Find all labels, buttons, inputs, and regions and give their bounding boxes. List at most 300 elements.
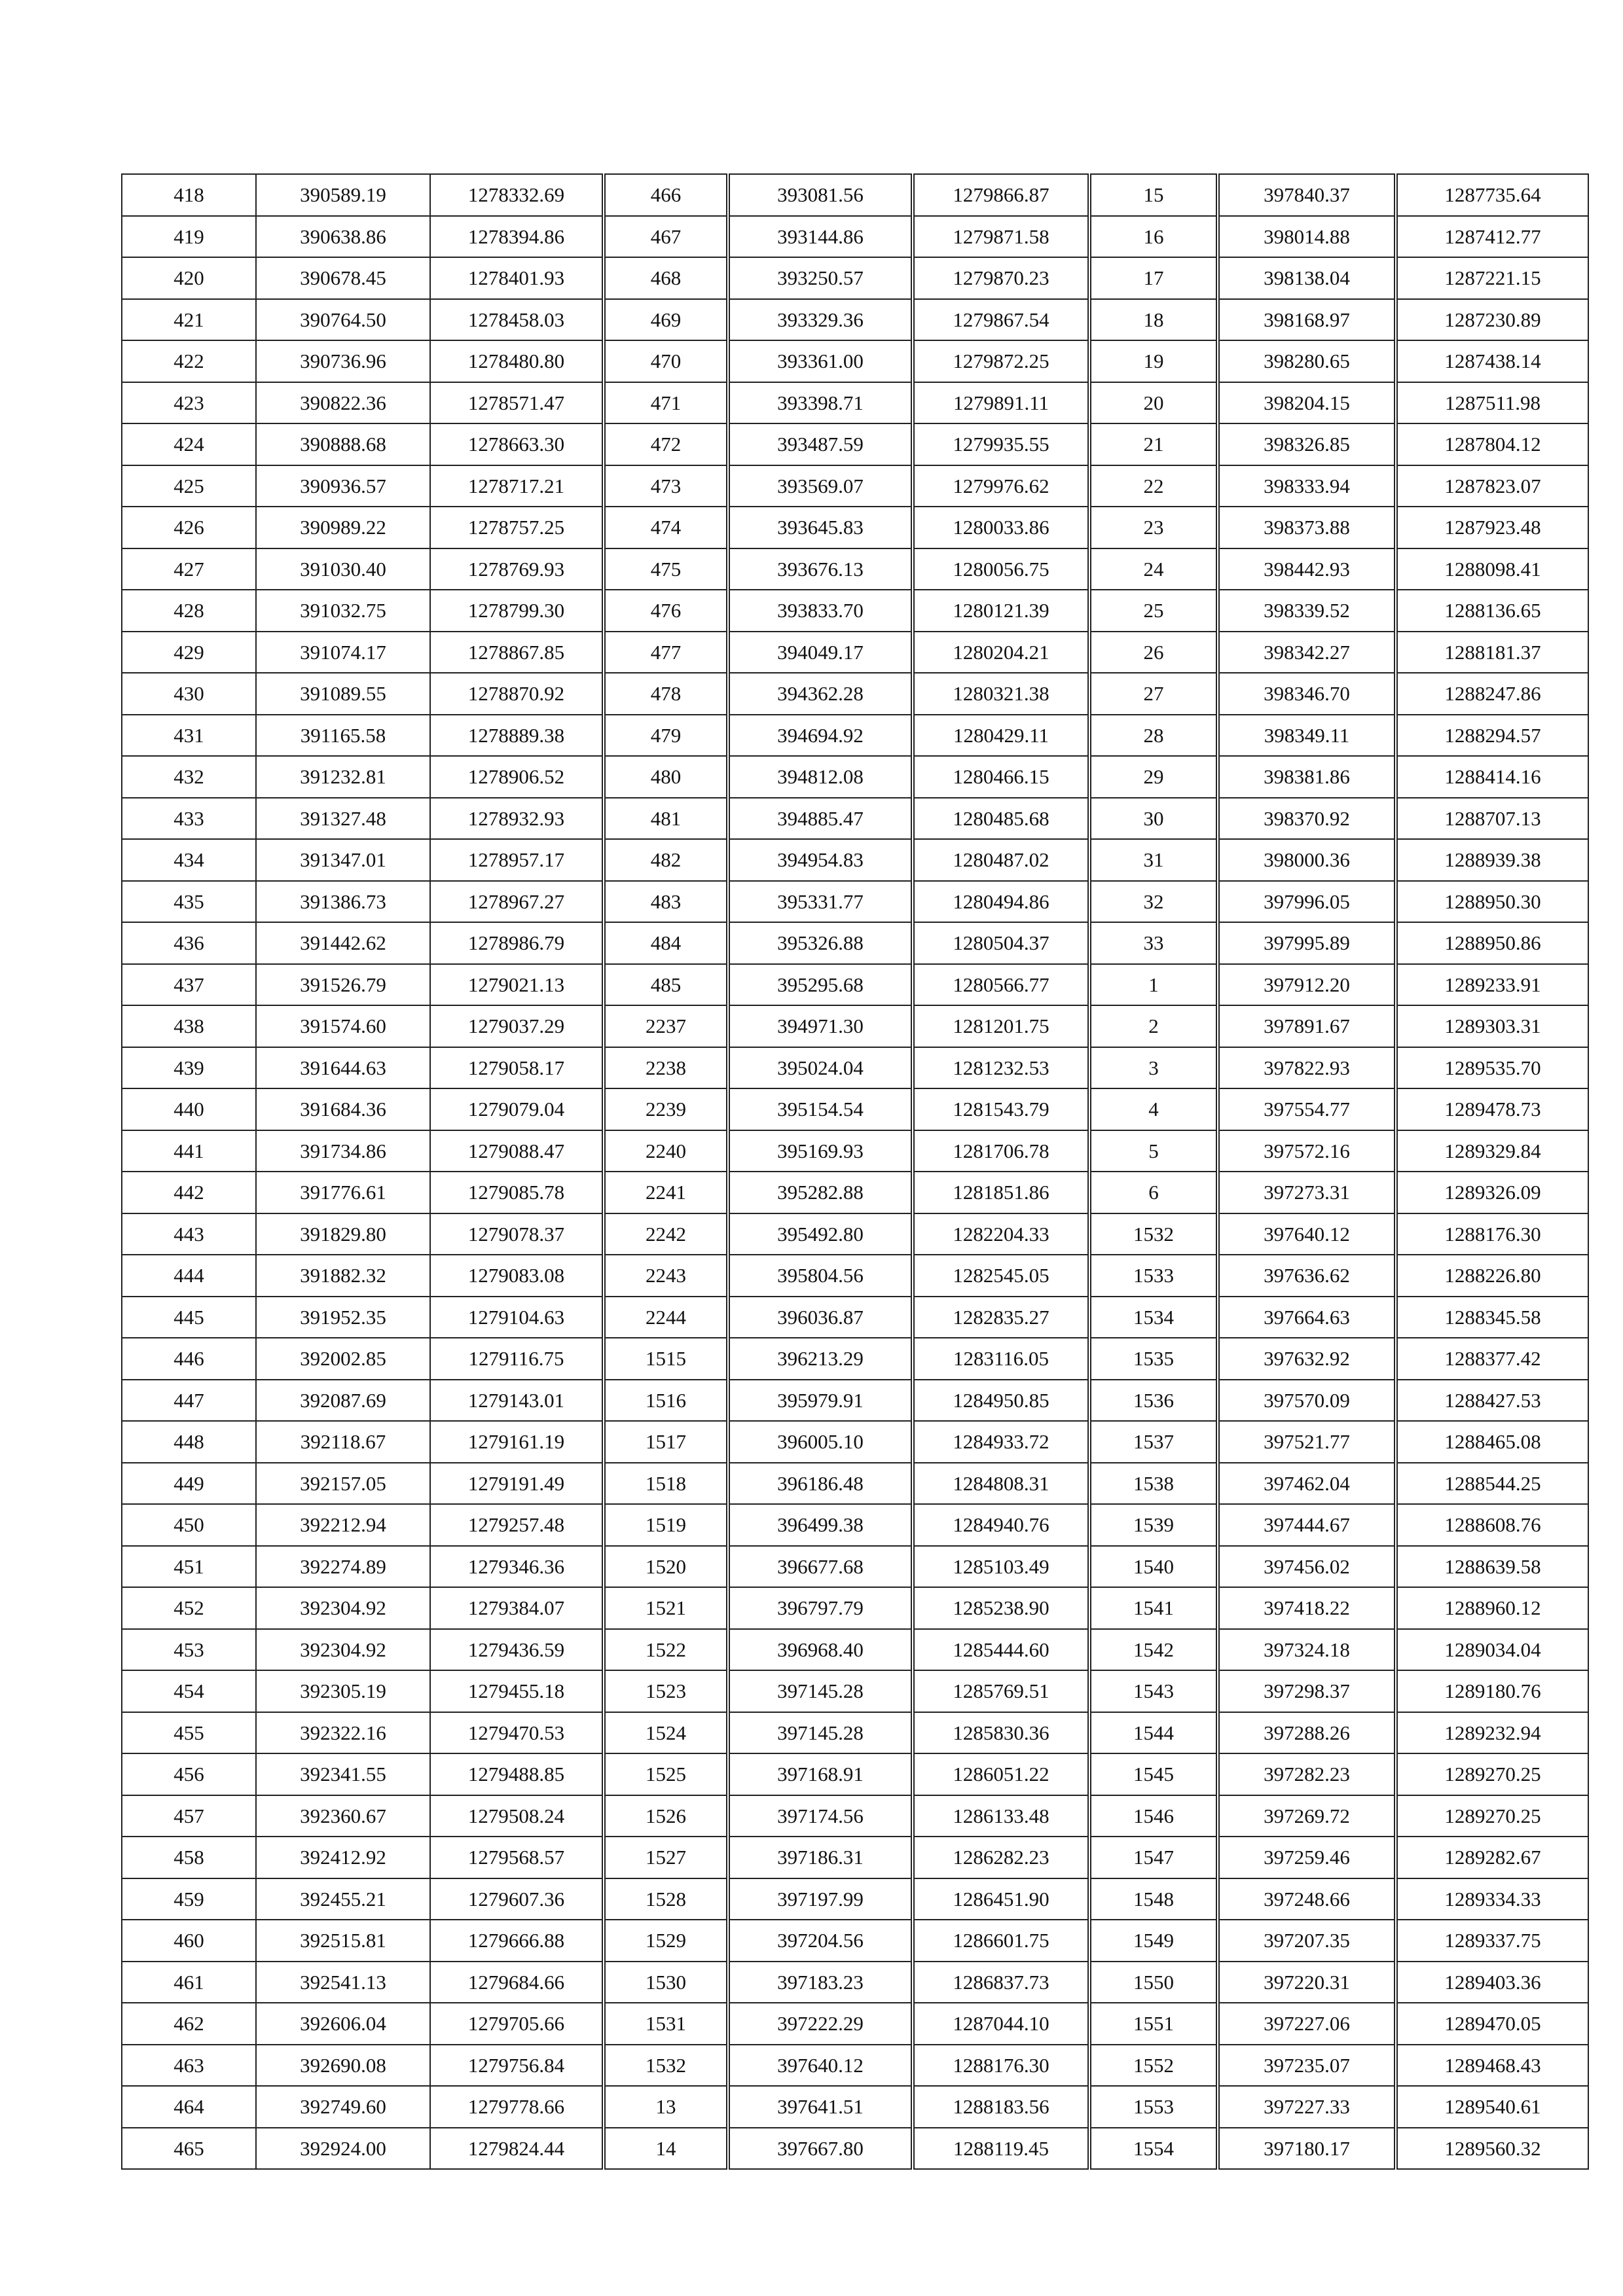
cell-point-number-group-3: 33 bbox=[1089, 922, 1218, 964]
cell-x-coordinate-group-2: 394971.30 bbox=[728, 1005, 913, 1047]
cell-y-coordinate-group-2: 1279866.87 bbox=[913, 174, 1089, 216]
cell-point-number-group-1: 427 bbox=[122, 548, 256, 590]
cell-x-coordinate-group-1: 392002.85 bbox=[256, 1338, 430, 1380]
cell-point-number-group-1: 424 bbox=[122, 423, 256, 465]
cell-y-coordinate-group-1: 1278757.25 bbox=[430, 507, 604, 548]
cell-y-coordinate-group-1: 1279470.53 bbox=[430, 1712, 604, 1754]
cell-y-coordinate-group-1: 1278870.92 bbox=[430, 673, 604, 715]
cell-y-coordinate-group-2: 1280487.02 bbox=[913, 839, 1089, 881]
cell-point-number-group-1: 448 bbox=[122, 1421, 256, 1463]
cell-x-coordinate-group-2: 395295.68 bbox=[728, 964, 913, 1006]
cell-point-number-group-3: 1553 bbox=[1089, 2086, 1218, 2128]
cell-y-coordinate-group-3: 1289326.09 bbox=[1396, 1172, 1588, 1213]
cell-point-number-group-1: 418 bbox=[122, 174, 256, 216]
cell-y-coordinate-group-1: 1279078.37 bbox=[430, 1213, 604, 1255]
cell-point-number-group-3: 1536 bbox=[1089, 1380, 1218, 1422]
cell-point-number-group-1: 446 bbox=[122, 1338, 256, 1380]
cell-y-coordinate-group-2: 1284808.31 bbox=[913, 1463, 1089, 1505]
cell-point-number-group-2: 471 bbox=[604, 382, 728, 424]
cell-x-coordinate-group-3: 398346.70 bbox=[1218, 673, 1396, 715]
cell-y-coordinate-group-3: 1288950.30 bbox=[1396, 881, 1588, 923]
cell-x-coordinate-group-3: 397207.35 bbox=[1218, 1920, 1396, 1962]
cell-x-coordinate-group-2: 396968.40 bbox=[728, 1629, 913, 1671]
cell-point-number-group-1: 453 bbox=[122, 1629, 256, 1671]
cell-x-coordinate-group-2: 395024.04 bbox=[728, 1047, 913, 1089]
cell-point-number-group-1: 434 bbox=[122, 839, 256, 881]
cell-y-coordinate-group-2: 1280504.37 bbox=[913, 922, 1089, 964]
cell-x-coordinate-group-2: 396797.79 bbox=[728, 1587, 913, 1629]
cell-x-coordinate-group-2: 397667.80 bbox=[728, 2128, 913, 2170]
cell-y-coordinate-group-2: 1285769.51 bbox=[913, 1670, 1089, 1712]
cell-y-coordinate-group-3: 1289034.04 bbox=[1396, 1629, 1588, 1671]
cell-x-coordinate-group-1: 392541.13 bbox=[256, 1962, 430, 2003]
table-row bbox=[122, 423, 1588, 465]
cell-point-number-group-3: 30 bbox=[1089, 798, 1218, 840]
cell-y-coordinate-group-1: 1279079.04 bbox=[430, 1088, 604, 1130]
table-row bbox=[122, 632, 1588, 673]
cell-x-coordinate-group-2: 394885.47 bbox=[728, 798, 913, 840]
cell-point-number-group-3: 1538 bbox=[1089, 1463, 1218, 1505]
cell-point-number-group-3: 1 bbox=[1089, 964, 1218, 1006]
cell-point-number-group-2: 469 bbox=[604, 299, 728, 341]
cell-point-number-group-1: 420 bbox=[122, 257, 256, 299]
cell-x-coordinate-group-3: 397180.17 bbox=[1218, 2128, 1396, 2170]
cell-x-coordinate-group-2: 395169.93 bbox=[728, 1130, 913, 1172]
cell-point-number-group-1: 440 bbox=[122, 1088, 256, 1130]
cell-point-number-group-2: 1516 bbox=[604, 1380, 728, 1422]
cell-y-coordinate-group-2: 1286051.22 bbox=[913, 1753, 1089, 1795]
cell-y-coordinate-group-3: 1288176.30 bbox=[1396, 1213, 1588, 1255]
cell-point-number-group-1: 460 bbox=[122, 1920, 256, 1962]
cell-x-coordinate-group-3: 397456.02 bbox=[1218, 1546, 1396, 1588]
cell-y-coordinate-group-2: 1281201.75 bbox=[913, 1005, 1089, 1047]
cell-point-number-group-2: 1532 bbox=[604, 2045, 728, 2087]
cell-y-coordinate-group-2: 1286837.73 bbox=[913, 1962, 1089, 2003]
cell-point-number-group-1: 433 bbox=[122, 798, 256, 840]
cell-point-number-group-1: 447 bbox=[122, 1380, 256, 1422]
table-row bbox=[122, 216, 1588, 258]
cell-y-coordinate-group-1: 1278717.21 bbox=[430, 465, 604, 507]
cell-x-coordinate-group-1: 391165.58 bbox=[256, 715, 430, 757]
cell-point-number-group-3: 3 bbox=[1089, 1047, 1218, 1089]
cell-x-coordinate-group-3: 397444.67 bbox=[1218, 1504, 1396, 1546]
cell-x-coordinate-group-1: 392118.67 bbox=[256, 1421, 430, 1463]
cell-x-coordinate-group-3: 397220.31 bbox=[1218, 1962, 1396, 2003]
cell-y-coordinate-group-3: 1289560.32 bbox=[1396, 2128, 1588, 2170]
cell-y-coordinate-group-3: 1289478.73 bbox=[1396, 1088, 1588, 1130]
cell-y-coordinate-group-2: 1281851.86 bbox=[913, 1172, 1089, 1213]
cell-point-number-group-3: 1551 bbox=[1089, 2003, 1218, 2045]
cell-point-number-group-2: 1523 bbox=[604, 1670, 728, 1712]
cell-point-number-group-1: 441 bbox=[122, 1130, 256, 1172]
table-row bbox=[122, 1670, 1588, 1712]
cell-point-number-group-2: 466 bbox=[604, 174, 728, 216]
cell-point-number-group-1: 459 bbox=[122, 1878, 256, 1920]
cell-point-number-group-1: 438 bbox=[122, 1005, 256, 1047]
table-row bbox=[122, 922, 1588, 964]
cell-x-coordinate-group-3: 398280.65 bbox=[1218, 340, 1396, 382]
cell-point-number-group-2: 479 bbox=[604, 715, 728, 757]
cell-x-coordinate-group-2: 393361.00 bbox=[728, 340, 913, 382]
cell-point-number-group-2: 1520 bbox=[604, 1546, 728, 1588]
cell-point-number-group-3: 15 bbox=[1089, 174, 1218, 216]
cell-point-number-group-1: 465 bbox=[122, 2128, 256, 2170]
cell-y-coordinate-group-2: 1280466.15 bbox=[913, 756, 1089, 798]
cell-y-coordinate-group-3: 1288707.13 bbox=[1396, 798, 1588, 840]
cell-point-number-group-3: 1552 bbox=[1089, 2045, 1218, 2087]
cell-x-coordinate-group-2: 394812.08 bbox=[728, 756, 913, 798]
cell-y-coordinate-group-1: 1279607.36 bbox=[430, 1878, 604, 1920]
cell-x-coordinate-group-2: 397174.56 bbox=[728, 1795, 913, 1837]
cell-x-coordinate-group-2: 393250.57 bbox=[728, 257, 913, 299]
cell-x-coordinate-group-2: 395979.91 bbox=[728, 1380, 913, 1422]
cell-y-coordinate-group-1: 1279083.08 bbox=[430, 1255, 604, 1297]
cell-point-number-group-2: 1518 bbox=[604, 1463, 728, 1505]
cell-y-coordinate-group-1: 1279488.85 bbox=[430, 1753, 604, 1795]
cell-y-coordinate-group-1: 1279143.01 bbox=[430, 1380, 604, 1422]
cell-point-number-group-3: 1550 bbox=[1089, 1962, 1218, 2003]
cell-y-coordinate-group-1: 1278480.80 bbox=[430, 340, 604, 382]
cell-x-coordinate-group-1: 392304.92 bbox=[256, 1629, 430, 1671]
cell-y-coordinate-group-1: 1279666.88 bbox=[430, 1920, 604, 1962]
cell-x-coordinate-group-3: 397640.12 bbox=[1218, 1213, 1396, 1255]
table-row bbox=[122, 2045, 1588, 2087]
cell-point-number-group-1: 430 bbox=[122, 673, 256, 715]
cell-y-coordinate-group-1: 1278906.52 bbox=[430, 756, 604, 798]
cell-y-coordinate-group-2: 1279935.55 bbox=[913, 423, 1089, 465]
cell-point-number-group-3: 6 bbox=[1089, 1172, 1218, 1213]
table-row bbox=[122, 1795, 1588, 1837]
cell-y-coordinate-group-1: 1279346.36 bbox=[430, 1546, 604, 1588]
cell-x-coordinate-group-1: 391074.17 bbox=[256, 632, 430, 673]
cell-y-coordinate-group-2: 1282545.05 bbox=[913, 1255, 1089, 1297]
cell-point-number-group-3: 1533 bbox=[1089, 1255, 1218, 1297]
cell-point-number-group-3: 16 bbox=[1089, 216, 1218, 258]
table-row bbox=[122, 715, 1588, 757]
cell-point-number-group-2: 480 bbox=[604, 756, 728, 798]
cell-point-number-group-3: 32 bbox=[1089, 881, 1218, 923]
cell-point-number-group-3: 1546 bbox=[1089, 1795, 1218, 1837]
cell-y-coordinate-group-3: 1288226.80 bbox=[1396, 1255, 1588, 1297]
cell-point-number-group-1: 454 bbox=[122, 1670, 256, 1712]
cell-y-coordinate-group-3: 1287823.07 bbox=[1396, 465, 1588, 507]
table-row bbox=[122, 340, 1588, 382]
cell-point-number-group-2: 1527 bbox=[604, 1837, 728, 1878]
table-row bbox=[122, 382, 1588, 424]
cell-x-coordinate-group-2: 395326.88 bbox=[728, 922, 913, 964]
table-row bbox=[122, 1380, 1588, 1422]
cell-x-coordinate-group-1: 392690.08 bbox=[256, 2045, 430, 2087]
cell-x-coordinate-group-1: 391327.48 bbox=[256, 798, 430, 840]
cell-point-number-group-3: 1540 bbox=[1089, 1546, 1218, 1588]
cell-x-coordinate-group-3: 397324.18 bbox=[1218, 1629, 1396, 1671]
table-row bbox=[122, 1255, 1588, 1297]
cell-x-coordinate-group-3: 398342.27 bbox=[1218, 632, 1396, 673]
cell-x-coordinate-group-1: 391347.01 bbox=[256, 839, 430, 881]
cell-x-coordinate-group-3: 398000.36 bbox=[1218, 839, 1396, 881]
cell-x-coordinate-group-2: 393487.59 bbox=[728, 423, 913, 465]
cell-x-coordinate-group-1: 391776.61 bbox=[256, 1172, 430, 1213]
cell-y-coordinate-group-1: 1279037.29 bbox=[430, 1005, 604, 1047]
cell-y-coordinate-group-2: 1286451.90 bbox=[913, 1878, 1089, 1920]
cell-y-coordinate-group-3: 1289470.05 bbox=[1396, 2003, 1588, 2045]
table-row bbox=[122, 1088, 1588, 1130]
cell-point-number-group-1: 431 bbox=[122, 715, 256, 757]
cell-point-number-group-3: 1539 bbox=[1089, 1504, 1218, 1546]
cell-point-number-group-1: 423 bbox=[122, 382, 256, 424]
cell-x-coordinate-group-2: 397145.28 bbox=[728, 1670, 913, 1712]
cell-y-coordinate-group-2: 1280321.38 bbox=[913, 673, 1089, 715]
cell-point-number-group-1: 463 bbox=[122, 2045, 256, 2087]
table-row bbox=[122, 881, 1588, 923]
cell-y-coordinate-group-3: 1288465.08 bbox=[1396, 1421, 1588, 1463]
cell-point-number-group-2: 2238 bbox=[604, 1047, 728, 1089]
cell-y-coordinate-group-1: 1279455.18 bbox=[430, 1670, 604, 1712]
cell-point-number-group-3: 1542 bbox=[1089, 1629, 1218, 1671]
cell-point-number-group-2: 1528 bbox=[604, 1878, 728, 1920]
cell-point-number-group-3: 1544 bbox=[1089, 1712, 1218, 1754]
cell-y-coordinate-group-3: 1287923.48 bbox=[1396, 507, 1588, 548]
cell-y-coordinate-group-2: 1280033.86 bbox=[913, 507, 1089, 548]
cell-point-number-group-1: 443 bbox=[122, 1213, 256, 1255]
table-row bbox=[122, 1005, 1588, 1047]
cell-point-number-group-3: 17 bbox=[1089, 257, 1218, 299]
cell-point-number-group-2: 470 bbox=[604, 340, 728, 382]
cell-x-coordinate-group-1: 390589.19 bbox=[256, 174, 430, 216]
cell-x-coordinate-group-1: 392606.04 bbox=[256, 2003, 430, 2045]
cell-point-number-group-2: 484 bbox=[604, 922, 728, 964]
cell-x-coordinate-group-2: 393833.70 bbox=[728, 590, 913, 632]
cell-y-coordinate-group-3: 1287230.89 bbox=[1396, 299, 1588, 341]
cell-x-coordinate-group-3: 398204.15 bbox=[1218, 382, 1396, 424]
table-row bbox=[122, 465, 1588, 507]
cell-y-coordinate-group-1: 1278967.27 bbox=[430, 881, 604, 923]
cell-y-coordinate-group-1: 1279568.57 bbox=[430, 1837, 604, 1878]
cell-y-coordinate-group-2: 1280121.39 bbox=[913, 590, 1089, 632]
cell-point-number-group-2: 472 bbox=[604, 423, 728, 465]
cell-y-coordinate-group-2: 1286601.75 bbox=[913, 1920, 1089, 1962]
cell-x-coordinate-group-1: 391882.32 bbox=[256, 1255, 430, 1297]
cell-point-number-group-2: 1529 bbox=[604, 1920, 728, 1962]
cell-x-coordinate-group-3: 398339.52 bbox=[1218, 590, 1396, 632]
cell-point-number-group-1: 437 bbox=[122, 964, 256, 1006]
cell-x-coordinate-group-3: 397995.89 bbox=[1218, 922, 1396, 964]
cell-x-coordinate-group-1: 391734.86 bbox=[256, 1130, 430, 1172]
cell-y-coordinate-group-2: 1285103.49 bbox=[913, 1546, 1089, 1588]
table-row bbox=[122, 1213, 1588, 1255]
cell-x-coordinate-group-3: 397996.05 bbox=[1218, 881, 1396, 923]
cell-x-coordinate-group-1: 390678.45 bbox=[256, 257, 430, 299]
cell-y-coordinate-group-3: 1288345.58 bbox=[1396, 1297, 1588, 1338]
cell-y-coordinate-group-3: 1287412.77 bbox=[1396, 216, 1588, 258]
cell-y-coordinate-group-1: 1279824.44 bbox=[430, 2128, 604, 2170]
cell-y-coordinate-group-1: 1278889.38 bbox=[430, 715, 604, 757]
cell-x-coordinate-group-3: 398333.94 bbox=[1218, 465, 1396, 507]
cell-y-coordinate-group-1: 1278663.30 bbox=[430, 423, 604, 465]
cell-x-coordinate-group-3: 397664.63 bbox=[1218, 1297, 1396, 1338]
cell-y-coordinate-group-2: 1280204.21 bbox=[913, 632, 1089, 673]
cell-x-coordinate-group-1: 392322.16 bbox=[256, 1712, 430, 1754]
cell-x-coordinate-group-3: 397462.04 bbox=[1218, 1463, 1396, 1505]
cell-point-number-group-2: 2242 bbox=[604, 1213, 728, 1255]
table-row bbox=[122, 1753, 1588, 1795]
cell-point-number-group-2: 13 bbox=[604, 2086, 728, 2128]
coordinate-sheet bbox=[121, 173, 1588, 2170]
cell-point-number-group-2: 468 bbox=[604, 257, 728, 299]
cell-point-number-group-2: 1530 bbox=[604, 1962, 728, 2003]
cell-y-coordinate-group-3: 1289337.75 bbox=[1396, 1920, 1588, 1962]
cell-point-number-group-3: 31 bbox=[1089, 839, 1218, 881]
cell-x-coordinate-group-1: 392157.05 bbox=[256, 1463, 430, 1505]
cell-y-coordinate-group-3: 1288294.57 bbox=[1396, 715, 1588, 757]
cell-point-number-group-1: 455 bbox=[122, 1712, 256, 1754]
table-row bbox=[122, 1463, 1588, 1505]
cell-y-coordinate-group-3: 1288098.41 bbox=[1396, 548, 1588, 590]
cell-y-coordinate-group-2: 1282835.27 bbox=[913, 1297, 1089, 1338]
cell-x-coordinate-group-1: 391952.35 bbox=[256, 1297, 430, 1338]
cell-y-coordinate-group-2: 1284933.72 bbox=[913, 1421, 1089, 1463]
cell-x-coordinate-group-3: 397570.09 bbox=[1218, 1380, 1396, 1422]
cell-y-coordinate-group-2: 1288176.30 bbox=[913, 2045, 1089, 2087]
cell-x-coordinate-group-1: 390936.57 bbox=[256, 465, 430, 507]
cell-x-coordinate-group-2: 393329.36 bbox=[728, 299, 913, 341]
cell-x-coordinate-group-1: 391089.55 bbox=[256, 673, 430, 715]
cell-y-coordinate-group-2: 1280566.77 bbox=[913, 964, 1089, 1006]
cell-x-coordinate-group-3: 397636.62 bbox=[1218, 1255, 1396, 1297]
cell-point-number-group-2: 477 bbox=[604, 632, 728, 673]
table-row bbox=[122, 1130, 1588, 1172]
cell-x-coordinate-group-2: 397145.28 bbox=[728, 1712, 913, 1754]
cell-x-coordinate-group-2: 397186.31 bbox=[728, 1837, 913, 1878]
cell-x-coordinate-group-3: 397259.46 bbox=[1218, 1837, 1396, 1878]
cell-point-number-group-3: 1543 bbox=[1089, 1670, 1218, 1712]
table-row bbox=[122, 2128, 1588, 2170]
cell-point-number-group-2: 1531 bbox=[604, 2003, 728, 2045]
cell-point-number-group-1: 432 bbox=[122, 756, 256, 798]
cell-point-number-group-3: 25 bbox=[1089, 590, 1218, 632]
cell-y-coordinate-group-1: 1279684.66 bbox=[430, 1962, 604, 2003]
cell-point-number-group-1: 435 bbox=[122, 881, 256, 923]
cell-point-number-group-2: 1517 bbox=[604, 1421, 728, 1463]
cell-y-coordinate-group-1: 1279085.78 bbox=[430, 1172, 604, 1213]
cell-point-number-group-3: 1545 bbox=[1089, 1753, 1218, 1795]
cell-x-coordinate-group-2: 396005.10 bbox=[728, 1421, 913, 1463]
cell-point-number-group-3: 2 bbox=[1089, 1005, 1218, 1047]
cell-y-coordinate-group-3: 1288960.12 bbox=[1396, 1587, 1588, 1629]
cell-point-number-group-2: 482 bbox=[604, 839, 728, 881]
cell-x-coordinate-group-1: 392305.19 bbox=[256, 1670, 430, 1712]
cell-point-number-group-3: 1548 bbox=[1089, 1878, 1218, 1920]
cell-point-number-group-1: 449 bbox=[122, 1463, 256, 1505]
cell-y-coordinate-group-2: 1281232.53 bbox=[913, 1047, 1089, 1089]
cell-x-coordinate-group-2: 394694.92 bbox=[728, 715, 913, 757]
cell-y-coordinate-group-2: 1285238.90 bbox=[913, 1587, 1089, 1629]
cell-y-coordinate-group-1: 1279021.13 bbox=[430, 964, 604, 1006]
cell-y-coordinate-group-1: 1279756.84 bbox=[430, 2045, 604, 2087]
cell-y-coordinate-group-2: 1280429.11 bbox=[913, 715, 1089, 757]
cell-x-coordinate-group-2: 395154.54 bbox=[728, 1088, 913, 1130]
cell-x-coordinate-group-3: 397521.77 bbox=[1218, 1421, 1396, 1463]
cell-x-coordinate-group-1: 391030.40 bbox=[256, 548, 430, 590]
cell-point-number-group-2: 1525 bbox=[604, 1753, 728, 1795]
cell-y-coordinate-group-1: 1278986.79 bbox=[430, 922, 604, 964]
cell-x-coordinate-group-1: 391574.60 bbox=[256, 1005, 430, 1047]
cell-point-number-group-1: 428 bbox=[122, 590, 256, 632]
cell-x-coordinate-group-3: 397227.33 bbox=[1218, 2086, 1396, 2128]
cell-y-coordinate-group-1: 1278932.93 bbox=[430, 798, 604, 840]
cell-x-coordinate-group-1: 391442.62 bbox=[256, 922, 430, 964]
cell-y-coordinate-group-3: 1289180.76 bbox=[1396, 1670, 1588, 1712]
cell-y-coordinate-group-3: 1288427.53 bbox=[1396, 1380, 1588, 1422]
cell-x-coordinate-group-3: 398349.11 bbox=[1218, 715, 1396, 757]
cell-x-coordinate-group-1: 392515.81 bbox=[256, 1920, 430, 1962]
cell-y-coordinate-group-1: 1278769.93 bbox=[430, 548, 604, 590]
cell-x-coordinate-group-2: 396677.68 bbox=[728, 1546, 913, 1588]
cell-y-coordinate-group-2: 1281543.79 bbox=[913, 1088, 1089, 1130]
table-row bbox=[122, 673, 1588, 715]
cell-x-coordinate-group-1: 390822.36 bbox=[256, 382, 430, 424]
cell-y-coordinate-group-1: 1278332.69 bbox=[430, 174, 604, 216]
cell-y-coordinate-group-2: 1285444.60 bbox=[913, 1629, 1089, 1671]
cell-point-number-group-3: 1532 bbox=[1089, 1213, 1218, 1255]
cell-point-number-group-2: 1522 bbox=[604, 1629, 728, 1671]
cell-x-coordinate-group-2: 393398.71 bbox=[728, 382, 913, 424]
cell-y-coordinate-group-3: 1289282.67 bbox=[1396, 1837, 1588, 1878]
table-row bbox=[122, 839, 1588, 881]
cell-point-number-group-2: 2243 bbox=[604, 1255, 728, 1297]
cell-point-number-group-3: 27 bbox=[1089, 673, 1218, 715]
cell-x-coordinate-group-1: 392455.21 bbox=[256, 1878, 430, 1920]
cell-x-coordinate-group-2: 395331.77 bbox=[728, 881, 913, 923]
cell-x-coordinate-group-3: 397822.93 bbox=[1218, 1047, 1396, 1089]
cell-x-coordinate-group-1: 390736.96 bbox=[256, 340, 430, 382]
cell-point-number-group-2: 1526 bbox=[604, 1795, 728, 1837]
cell-x-coordinate-group-2: 397168.91 bbox=[728, 1753, 913, 1795]
table-row bbox=[122, 1546, 1588, 1588]
cell-y-coordinate-group-3: 1288950.86 bbox=[1396, 922, 1588, 964]
cell-y-coordinate-group-1: 1279104.63 bbox=[430, 1297, 604, 1338]
cell-x-coordinate-group-1: 392304.92 bbox=[256, 1587, 430, 1629]
cell-x-coordinate-group-2: 397640.12 bbox=[728, 2045, 913, 2087]
cell-x-coordinate-group-3: 398442.93 bbox=[1218, 548, 1396, 590]
cell-point-number-group-1: 442 bbox=[122, 1172, 256, 1213]
cell-x-coordinate-group-1: 391526.79 bbox=[256, 964, 430, 1006]
cell-x-coordinate-group-1: 392924.00 bbox=[256, 2128, 430, 2170]
cell-y-coordinate-group-2: 1284950.85 bbox=[913, 1380, 1089, 1422]
cell-point-number-group-1: 425 bbox=[122, 465, 256, 507]
cell-x-coordinate-group-3: 397891.67 bbox=[1218, 1005, 1396, 1047]
cell-y-coordinate-group-3: 1288639.58 bbox=[1396, 1546, 1588, 1588]
cell-x-coordinate-group-2: 394049.17 bbox=[728, 632, 913, 673]
cell-y-coordinate-group-3: 1287438.14 bbox=[1396, 340, 1588, 382]
cell-x-coordinate-group-3: 397273.31 bbox=[1218, 1172, 1396, 1213]
cell-point-number-group-2: 481 bbox=[604, 798, 728, 840]
cell-point-number-group-3: 1547 bbox=[1089, 1837, 1218, 1878]
cell-y-coordinate-group-2: 1280056.75 bbox=[913, 548, 1089, 590]
cell-point-number-group-1: 445 bbox=[122, 1297, 256, 1338]
cell-y-coordinate-group-2: 1279872.25 bbox=[913, 340, 1089, 382]
cell-point-number-group-3: 1554 bbox=[1089, 2128, 1218, 2170]
cell-x-coordinate-group-1: 391232.81 bbox=[256, 756, 430, 798]
cell-x-coordinate-group-2: 397641.51 bbox=[728, 2086, 913, 2128]
table-row bbox=[122, 1920, 1588, 1962]
cell-y-coordinate-group-3: 1287804.12 bbox=[1396, 423, 1588, 465]
cell-x-coordinate-group-2: 397183.23 bbox=[728, 1962, 913, 2003]
cell-point-number-group-3: 5 bbox=[1089, 1130, 1218, 1172]
table-row bbox=[122, 1962, 1588, 2003]
cell-x-coordinate-group-3: 397912.20 bbox=[1218, 964, 1396, 1006]
cell-x-coordinate-group-2: 393569.07 bbox=[728, 465, 913, 507]
